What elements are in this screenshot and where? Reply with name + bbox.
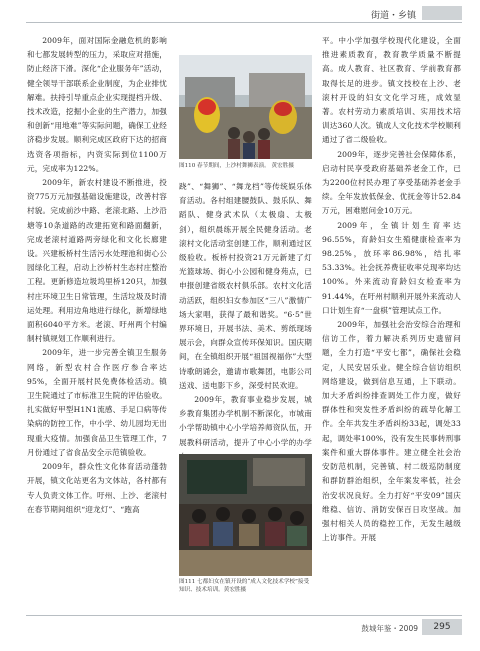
footer-rule xyxy=(26,615,462,616)
page-header xyxy=(26,0,462,26)
paragraph: 平。中小学加强学校现代化建设，全面推进素质教育，教育教学质量不断提高。成人教育、社区教育、学前教育都取得长足的进步。镇文技校在上沙、老滚村开设的妇女文化学习班，成效显著。农村劳动力素质培训、实用技术培训达360人次。镇成人文化技术学校顺利通过了省二级验收。 xyxy=(322,36,461,145)
header-rule xyxy=(26,22,462,23)
paragraph: 2009年，逐步完善社会保障体系，启动村民享受政府基础养老金工作，已为2200位村民办理了享受基础养老金手续。全年发放低保金、优抚金等计52.84万元，困难慰问金10万元。 xyxy=(322,149,461,216)
column-1 xyxy=(27,34,167,517)
page-number: 295 xyxy=(422,619,462,635)
paragraph: 2009年，群众性文化体育活动蓬勃开展，镇文化站更名为文体站，各村都有专人负责文体工作。吁州、上沙、老滚村在春节期间组织“迎龙灯”、“跑高 xyxy=(27,462,167,514)
page-footer xyxy=(0,615,480,651)
classroom-training-photo xyxy=(179,454,312,576)
paragraph: 2009年，教育事业稳步发展，城乡教育集团办学机制不断深化，市城南小学帮助镇中心小学培养师资队伍，开展教科研活动，提升了中心小学的办学 xyxy=(179,395,312,447)
paragraph: 跷”、“舞狮”、“舞龙档”等传统娱乐体育活动。各村组建腰鼓队、鼓乐队、舞蹈队、健身武术队（太极扇、太极剑），组织晨练开展全民健身活动。老滚村文化活动室创建工作，顺利通过区级验收。板桥村投资21万元新建了灯光篮球场、街心小公园和健身苑点，已申报创建省级农村俱乐部。农村文化活动活跃，组织妇女参加区“三八”激情广场大家唱，获得了最和谐奖。“6·5”世界环境日，开展书法、美术、剪纸现场展示会，向群众宣传环保知识。国庆期间，在全镇组织开展“祖国视福你”大型诗歌朗诵会，邀请市歌舞团，电影公司送戏、送电影下乡，深受村民欢迎。 xyxy=(179,182,312,390)
header-bar xyxy=(422,6,462,20)
paragraph: 2009年，进一步完善全镇卫生服务网络，新型农村合作医疗参合率达95%，全面开展村民免费体检活动。镇卫生院通过了市标准卫生院的评估验收。扎实做好甲型H1N1流感、手足口病等传染病的防控工作，中小学、幼儿园均无出现重大疫情。加强食品卫生管理工作，7月份通过了省食品安全示范镇验收。 xyxy=(27,348,167,457)
paragraph: 2009年，加强社会治安综合治理和信访工作，着力解决系列历史遗留问题，全力打造“平安七都”，确保社会稳定，人民安居乐业。健全综合信访组织网络建设，做到信息互通，上下联动。加大矛盾纠纷排查调处工作力度，做好群体性和突发性矛盾纠纷的疏导化解工作。全年共发生矛盾纠纷33起，调处33起，调处率100%，没有发生民事转刑事案件和重大群体事件。建立健全社会治安防范机制，完善镇、村二级巡防制度和群防群治组织，全年案发率低，社会治安状况良好。全力打好“平安09”国庆维稳、信访、消防安保百日攻坚战。加强村相关人员的稳控工作，无发生越级上访事件。开展 xyxy=(322,320,461,543)
lion-dance-photo xyxy=(179,55,312,159)
paragraph: 2009年，全镇计划生育率达96.55%，育龄妇女生殖健康检查率为98.25%，放环率86.98%，结扎率53.33%。社会抚养费征收率兑现率均达100%。外来流动育龄妇女检查率为91.44%，在吁州村顺利开展外来流动人口计划生育“一盘棋”管理试点工作。 xyxy=(322,220,461,315)
photo-caption: 图110 春节期间，上沙村舞狮表演。 黄宏胜摄 xyxy=(179,163,294,169)
paragraph: 2009年，面对国际金融危机的影响和七都发展转型的压力，采取应对措施，防止经济下滑。深化“企业服务年”活动，健全领导干部联系企业制度，为企业排忧解难。扶持引导重点企业实现提档升级、技术改造，挖掘小企业的生产潜力，加强和创新“用地难”等实际问题，确保工业经济稳步发展。顺利完成区政府下达的招商选资各项指标，内资实际到位1100万元，完成率为122%。 xyxy=(27,36,167,173)
paragraph: 2009年，新农村建设不断推进，投资775万元加强基础设施建设，改善村容村貌。完成前沙中路、老滚北路、上沙沿塘等10条道路的改建拓宽和路面翻新，完成老滚村道路两旁绿化和文化长廊建设。兴建板桥村生活污水处理池和街心公园绿化工程，启动上沙桥村生态村庄整治工程。更新修造垃圾坞里桥120只，加强村庄环境卫生日常管理，生活垃圾及时清运处理。利用边角地进行绿化，新增绿地面积6040平方米。老滚、吁州两个村编制村镇规划工作顺利进行。 xyxy=(27,178,167,344)
section-title: 街道・乡镇 xyxy=(370,11,416,21)
photo-caption: 图111 七都妇女在镇开设的“成人文化技术学校”接受知识、技术培训。黄宏胜摄 xyxy=(179,579,310,593)
column-2 xyxy=(179,180,312,464)
journal-title: 鼓城年鉴・2009 xyxy=(361,624,418,633)
column-3 xyxy=(322,34,461,545)
